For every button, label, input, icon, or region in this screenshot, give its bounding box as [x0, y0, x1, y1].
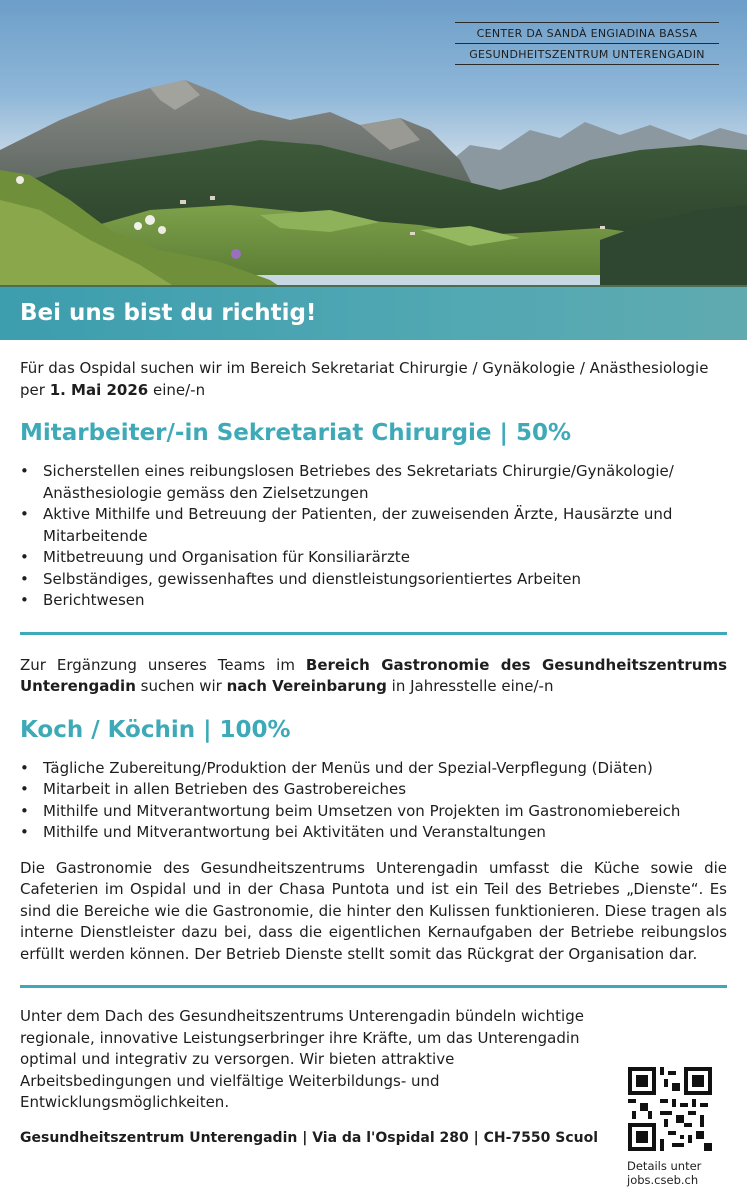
organization-logo	[455, 22, 719, 65]
headline-band	[0, 287, 747, 340]
list-item: • Mitarbeit in allen Betrieben des Gastrobereiches	[20, 779, 727, 801]
list-item: • Mitbetreuung und Organisation für Konsiliarärzte	[20, 547, 727, 569]
list-item: • Aktive Mithilfe und Betreuung der Patienten, der zuweisenden Ärzte, Hausärzte und Mitarbeitende	[20, 504, 727, 547]
intro2-paragraph: Zur Ergänzung unseres Teams im Bereich Gastronomie des Gesundheitszentrums Unterengadin suchen wir nach Vereinbarung in Jahresstelle eine/-n	[20, 655, 728, 695]
job2-task-list	[20, 758, 727, 844]
list-item: • Sicherstellen eines reibungslosen Betriebes des Sekretariats Chirurgie/Gynäkologie/ Anästhesiologie gemäss den Zielsetzungen	[20, 461, 727, 504]
job1-task-list	[20, 461, 727, 612]
section-divider	[20, 632, 727, 635]
list-item: • Selbständiges, gewissenhaftes und dienstleistungsorientiertes Arbeiten	[20, 569, 727, 591]
list-item: • Berichtwesen	[20, 590, 727, 612]
list-item: • Mithilfe und Mitverantwortung bei Aktivitäten und Veranstaltungen	[20, 822, 727, 844]
intro-paragraph: Für das Ospidal suchen wir im Bereich Sekretariat Chirurgie / Gynäkologie / Anästhesiologie per 1. Mai 2026 eine/-n	[20, 359, 709, 399]
job1-title: Mitarbeiter/-in Sekretariat Chirurgie | 50%	[20, 420, 572, 446]
hero-headline: Bei uns bist du richtig!	[20, 300, 317, 326]
qr-code-icon[interactable]	[628, 1067, 712, 1151]
gastronomy-description: Die Gastronomie des Gesundheitszentrums Unterengadin umfasst die Küche sowie die Cafeterien im Ospidal und in der Chasa Puntota und ist ein Teil des Betriebes „Dienste“. Es sind die Bereiche wie die Gastronomie, die hinter den Kulissen funktionieren. Diese tragen als interne Dienstleister dazu bei, dass die eigentlichen Kernaufgaben der Betriebe reibungslos erfüllt werden können. Der Betrieb Dienste stellt somit das Rückgrat der Organisation dar.	[20, 858, 727, 963]
list-item: • Tägliche Zubereitung/Produktion der Menüs und der Spezial-Verpflegung (Diäten)	[20, 758, 727, 780]
jobs-link[interactable]: jobs.cseb.ch	[627, 1173, 699, 1187]
section-divider	[20, 985, 727, 988]
job2-title: Koch / Köchin | 100%	[20, 716, 291, 743]
qr-block	[607, 1067, 717, 1187]
about-paragraph: Unter dem Dach des Gesundheitszentrums Unterengadin bündeln wichtige regionale, innovative Leistungserbringer ihre Kräfte, um das Unterengadin optimal und integrativ zu versorgen. Wir bieten attraktive Arbeitsbedingungen und vielfältige Weiterbildungs- und Entwicklungsmöglichkeiten.	[20, 1007, 584, 1111]
logo-line-romansh: CENTER DA SANDÀ ENGIADINA BASSA	[476, 27, 698, 40]
footer-address: Gesundheitszentrum Unterengadin | Via da l'Ospidal 280 | CH-7550 Scuol	[20, 1129, 599, 1146]
list-item: • Mithilfe und Mitverantwortung beim Umsetzen von Projekten im Gastronomiebereich	[20, 801, 727, 823]
qr-caption: Details unter jobs.cseb.ch	[627, 1159, 717, 1187]
start-date: 1. Mai 2026	[49, 380, 149, 399]
main-content	[20, 358, 727, 1149]
logo-line-german: GESUNDHEITSZENTRUM UNTERENGADIN	[455, 43, 719, 64]
hero-image	[0, 0, 747, 340]
